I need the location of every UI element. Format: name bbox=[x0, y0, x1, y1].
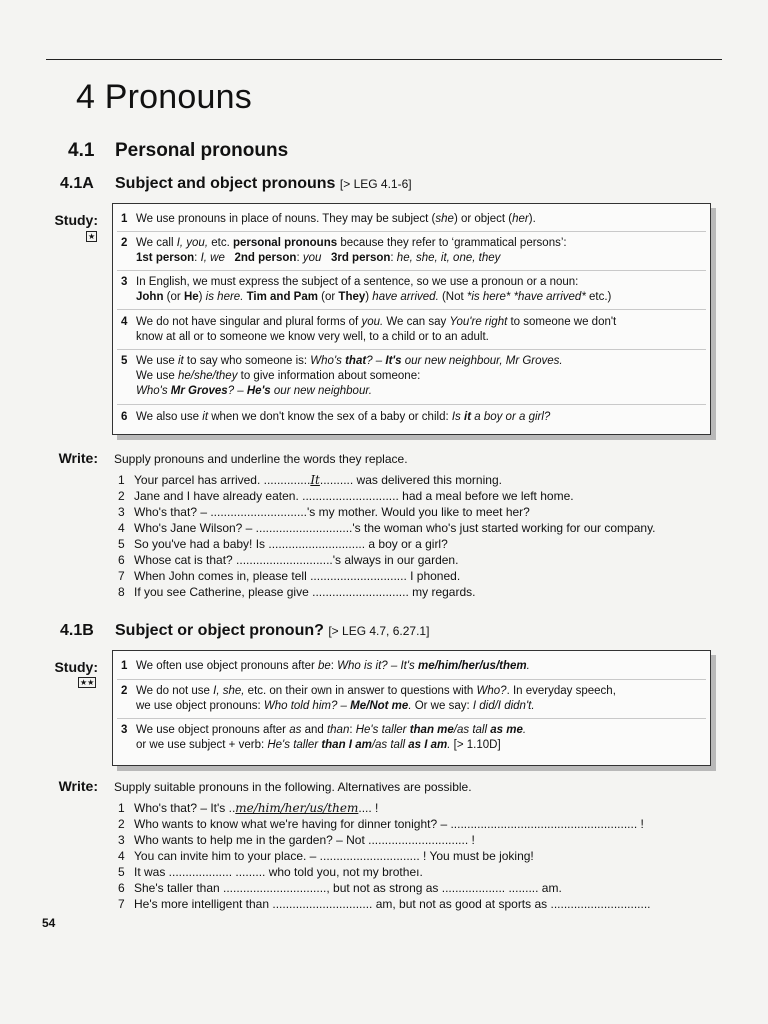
write-label-b: Write: bbox=[58, 778, 98, 794]
rule-item: 2 We call I, you, etc. personal pronouns because they refer to ‘grammatical persons’: 1st person: I, we 2nd person: you 3rd person: he, she, it, one, they bbox=[121, 237, 567, 264]
exercise-number: 4 bbox=[118, 849, 125, 863]
exercise-item bbox=[118, 816, 651, 832]
exercise-item bbox=[118, 472, 656, 488]
exercise-list-b bbox=[118, 800, 651, 912]
exercise-number: 3 bbox=[118, 505, 125, 519]
exercise-number: 1 bbox=[118, 801, 125, 815]
page-number: 54 bbox=[42, 916, 56, 930]
chapter-title: 4 Pronouns bbox=[76, 78, 252, 116]
exercise-number: 6 bbox=[118, 553, 125, 567]
rule-item: 3 In English, we must express the subject of a sentence, so we use a pronoun or a noun: John (or He) is here. Tim and Pam (or They) have arrived. (Not *is here* *have arrived* etc.) bbox=[121, 276, 612, 303]
rule-item: 2 We do not use I, she, etc. on their own in answer to questions with Who?. In everyday speech, we use object pronouns: Who told him? – Me/Not me. Or we say: I did/I didn't. bbox=[121, 685, 616, 712]
difficulty-star-icon: ★ bbox=[88, 232, 96, 241]
study-box-a bbox=[112, 203, 711, 435]
exercise-item bbox=[118, 488, 656, 504]
exercise-number: 7 bbox=[118, 897, 125, 911]
exercise-text: He's more intelligent than .............................. am, but not as good at sports as .............................. bbox=[134, 897, 651, 911]
exercise-text: You can invite him to your place. – .............................. ! You must be joking! bbox=[134, 849, 534, 863]
write-b-instruction: Supply suitable pronouns in the following. Alternatives are possible. bbox=[114, 780, 472, 794]
exercise-number: 2 bbox=[118, 817, 125, 831]
exercise-item bbox=[118, 552, 656, 568]
exercise-text: Who wants to help me in the garden? – Not .............................. ! bbox=[134, 833, 475, 847]
exercise-item bbox=[118, 800, 651, 816]
section-title: Personal pronouns bbox=[115, 140, 289, 161]
exercise-item bbox=[118, 832, 651, 848]
exercise-number: 7 bbox=[118, 569, 125, 583]
exercise-number: 1 bbox=[118, 473, 125, 487]
subsection-b-title: Subject or object pronoun? bbox=[115, 622, 324, 639]
exercise-text: It was ................... ......... who told you, not my brotheı. bbox=[134, 865, 423, 879]
exercise-number: 5 bbox=[118, 537, 125, 551]
exercise-item bbox=[118, 896, 651, 912]
rule-item: 4 We do not have singular and plural forms of you. We can say You're right to someone we don't know at all or to someone we know very well, to a child or to an adult. bbox=[121, 316, 617, 343]
rule-item: 1 We use pronouns in place of nouns. They may be subject (she) or object (her). bbox=[121, 213, 536, 225]
exercise-item bbox=[118, 584, 656, 600]
exercise-number: 4 bbox=[118, 521, 125, 535]
exercise-text: Who's that? – .............................'s my mother. Would you like to meet her? bbox=[134, 505, 530, 519]
subsection-b-number: 4.1B bbox=[60, 622, 94, 639]
exercise-text: Who's that? – It's ..me/him/her/us/them.... ! bbox=[134, 801, 379, 815]
study-label-a: Study: bbox=[54, 212, 98, 228]
exercise-item bbox=[118, 568, 656, 584]
exercise-number: 6 bbox=[118, 881, 125, 895]
exercise-text: So you've had a baby! Is ............................. a boy or a girl? bbox=[134, 537, 448, 551]
subsection-a-number: 4.1A bbox=[60, 175, 94, 192]
exercise-item bbox=[118, 504, 656, 520]
rule-item: 1 We often use object pronouns after be: Who is it? – It's me/him/her/us/them. bbox=[121, 660, 530, 672]
difficulty-stars-icon: ★★ bbox=[80, 678, 95, 687]
exercise-number: 8 bbox=[118, 585, 125, 599]
study-box-b bbox=[112, 650, 711, 766]
exercise-item bbox=[118, 520, 656, 536]
exercise-text: Jane and I have already eaten. ............................. had a meal before we left home. bbox=[134, 489, 574, 503]
exercise-item bbox=[118, 536, 656, 552]
rule-item: 3 We use object pronouns after as and than: He's taller than me/as tall as me. or we use subject + verb: He's taller than I am/as tall as I am. [> 1.10D] bbox=[121, 724, 527, 751]
rule-item: 5 We use it to say who someone is: Who's that? – It's our new neighbour, Mr Groves. We use he/she/they to give information about someone: Who's Mr Groves? – He's our new neighbour. bbox=[121, 355, 563, 397]
section-number: 4.1 bbox=[68, 140, 95, 161]
exercise-text: When John comes in, please tell ............................. I phoned. bbox=[134, 569, 461, 583]
exercise-text: If you see Catherine, please give ............................. my regards. bbox=[134, 585, 476, 599]
exercise-number: 2 bbox=[118, 489, 125, 503]
exercise-text: Who's Jane Wilson? – .............................'s the woman who's just started working for our company. bbox=[134, 521, 656, 535]
exercise-item bbox=[118, 864, 651, 880]
exercise-number: 5 bbox=[118, 865, 125, 879]
subsection-b-ref: [> LEG 4.7, 6.27.1] bbox=[328, 624, 430, 638]
write-a-instruction: Supply pronouns and underline the words they replace. bbox=[114, 452, 408, 466]
exercise-number: 3 bbox=[118, 833, 125, 847]
exercise-text: Whose cat is that? .............................'s always in our garden. bbox=[134, 553, 459, 567]
exercise-item bbox=[118, 848, 651, 864]
study-label-b: Study: bbox=[54, 659, 98, 675]
top-rule bbox=[46, 59, 722, 60]
exercise-item bbox=[118, 880, 651, 896]
exercise-text: Who wants to know what we're having for dinner tonight? – ........................................................ ! bbox=[134, 817, 644, 831]
subsection-a-title: Subject and object pronouns bbox=[115, 175, 336, 192]
rule-item: 6 We also use it when we don't know the sex of a baby or child: Is it a boy or a girl? bbox=[121, 411, 551, 423]
subsection-a-ref: [> LEG 4.1-6] bbox=[339, 177, 412, 191]
exercise-text: Your parcel has arrived. ..............It.......... was delivered this morning. bbox=[134, 473, 502, 487]
exercise-list-a bbox=[118, 472, 656, 600]
exercise-text: She's taller than ..............................., but not as strong as ................... ......... am. bbox=[134, 881, 562, 895]
write-label-a: Write: bbox=[58, 450, 98, 466]
